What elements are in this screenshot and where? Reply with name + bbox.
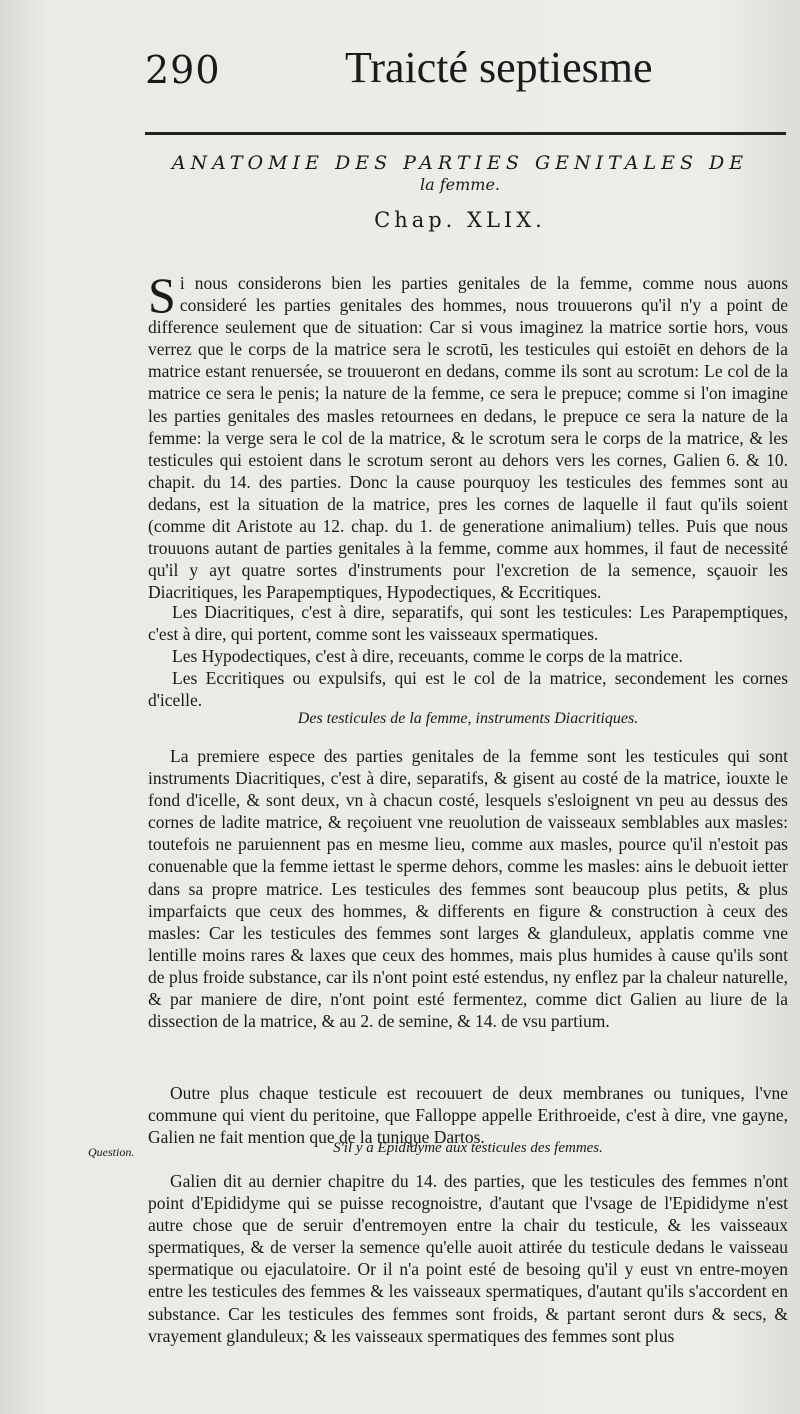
paragraph-testicules: La premiere espece des parties genitales de la femme sont les testicules qui sont instruments Diacritiques, c'est à dire, separatifs, & gisent au costé de la matrice, iouxte le fond d'icelle, & sont deux, vn à chacun costé, lesquels s'esloignent vn peu au dessus des cornes de ladite matrice, & reçoiuent vne reuolution de vaisseaux semblables aux masles: toutefois ne paruiennent pas en mesme lieu, comme aux masles, pource qu'il n'estoit pas conuenable que la femme iettast le sperme dehors, comme les masles: ains le debuoit ietter dans sa propre matrice. Les testicules des femmes sont beaucoup plus petits, & plus imparfaicts que ceux des hommes, & differents en figure & construction à ceux des masles: Car les testicules des femmes sont larges & glanduleux, applatis comme vne lentille moins rares & laxes que ceux des hommes, mais plus humides à cause qu'ils sont de plus froide substance, car ils n'ont point esté estendus, ny enflez par la chaleur naturelle, & par maniere de dire, n'ont point esté fermentez, comme dict Galien au liure de la dissection de la matrice, & au 2. de semine, & 14. de vsu partium.	[148, 746, 788, 1032]
section-title-main: ANATOMIE DES PARTIES GENITALES DE	[171, 152, 749, 174]
page-header	[145, 38, 785, 98]
definition-eccritiques: Les Eccritiques ou expulsifs, qui est le col de la matrice, secondement les cornes d'icelle.	[148, 668, 788, 711]
subheading-epididyme: S'il y a Epididyme aux testicules des femmes.	[333, 1140, 603, 1156]
chapter-heading: Chap. XLIX.	[374, 208, 546, 232]
paragraph-definitions	[148, 601, 788, 711]
paragraph-intro-text: i nous considerons bien les parties genitales de la femme, comme nous auons consideré les parties genitales des hommes, nous trouuerons qu'il n'y a point de difference seulement que de situation: Car si vous imaginez la matrice sortie hors, vous verrez que le corps de la matrice sera le scrotū, les testicules qui estoiēt en dehors de la matrice estant renuersée, se trouueront en dedans, comme ils sont au scrotum: Le col de la matrice ce sera le penis; la nature de la femme, ce sera le prepuce; comme si l'on imagine les parties genitales des masles retournees en dedans, le prepuce ce sera la nature de la femme: la verge sera le col de la matrice, & le scrotum sera le corps de la matrice, & les testicules qui estoient dans le scrotum seront au dehors vers les cornes, Galien 6. & 10. chapit. du 14. des parties. Donc la cause pourquoy les testicules des femmes sont au dedans, est la situation de la matrice, pres les cornes de laquelle il faut qu'ils soient (comme dit Aristote au 12. chap. du 1. de generatione animalium) telles. Puis que nous trouuons autant de parties genitales à la femme, comme aux hommes, il faut de necessité qu'il y ayt quatre sortes d'instruments pour l'excretion de la semence, sçauoir les Diacritiques, les Parapemptiques, Hypodectiques, & Eccritiques.	[148, 273, 788, 603]
definition-hypodectiques: Les Hypodectiques, c'est à dire, receuants, comme le corps de la matrice.	[172, 646, 683, 667]
paragraph-intro	[148, 267, 788, 603]
section-title-sub: la femme.	[419, 175, 501, 194]
header-rule	[145, 132, 786, 135]
definition-diacritiques: Les Diacritiques, c'est à dire, separatifs, qui sont les testicules: Les Parapemptiques, c'est à dire, qui portent, comme sont les vaisseaux spermatiques.	[148, 602, 788, 645]
paragraph-membranes: Outre plus chaque testicule est recouuert de deux membranes ou tuniques, l'vne commune qui vient du peritoine, que Falloppe appelle Erithroeide, c'est à dire, vne gayne, Galien ne fait mention que de la tunique Dartos.	[148, 1083, 788, 1148]
page-number: 290	[145, 48, 221, 92]
subheading-testicules: Des testicules de la femme, instruments Diacritiques.	[297, 710, 639, 727]
drop-cap: S	[148, 267, 176, 323]
running-title: Traicté septiesme	[345, 43, 653, 92]
margin-note: Question.	[88, 1145, 135, 1159]
paragraph-epididyme: Galien dit au dernier chapitre du 14. des parties, que les testicules des femmes n'ont point d'Epididyme qui se puisse recognoistre, d'autant que l'vsage de l'Epididyme n'est autre chose que de seruir d'entremoyen entre la chair du testicule, & les vaisseaux spermatiques, & de verser la semence qu'elle auoit attirée du testicule dedans le vaisseau spermatique ou ejaculatoire. Or il n'a point esté de besoing qu'il y eust vn entre-moyen entre les testicules des femmes & les vaisseaux spermatiques, d'autant qu'ils s'accordent en substance. Car les testicules des femmes sont froids, & partant seront durs & secs, & vrayement glanduleux; & les vaisseaux spermatiques des femmes sont plus	[148, 1171, 788, 1346]
section-title	[160, 152, 760, 196]
